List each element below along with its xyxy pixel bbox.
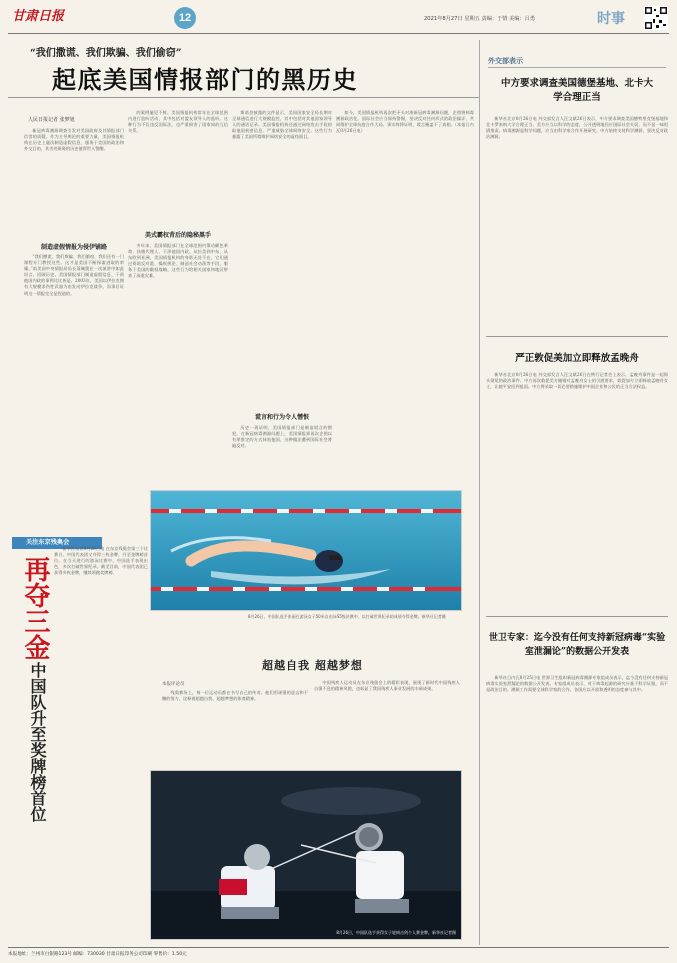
right-column-divider [479,40,480,945]
page-number-badge: 12 [174,7,196,29]
swimming-photo [150,490,462,611]
fencing-illustration [151,771,462,940]
masthead-rule [8,33,669,34]
top-story-col1b: “我们撒谎、我们欺骗、我们偷窃，我们还有一门课程专门教授这些。这才是美国不断探索进取的荣耀。”前美国中央情报局局长蓬佩奥在一次演讲中如此坦言。回顾历史，美国情报部门制造虚假信息、干预他国内政的事例比比皆是。2003年，美国以伊拉克拥有大规模杀伤性武器为由发动伊拉克战争，而事后证明这一情报完全是捏造的。 [24,254,124,296]
essay-title: 超越自我 超越梦想 [262,659,363,672]
story1-rule [486,336,668,337]
swimming-photo-caption: 8月26日，中国队选手张丽在游泳女子50米自由泳S5级决赛中，以打破世界纪录的成绩夺得金牌。新华社记者摄 [248,614,446,619]
top-story-headline: 起底美国情报部门的黑历史 [52,65,358,94]
top-story-col4: 如今，美国情报机构再次把矛头对准新冠病毒溯源问题，企图将病毒溯源政治化。国际社会应当保持警惕，坚决反对任何形式的政治操弄，共同维护全球抗疫合作大局。事实终将证明，谎言掩盖不了真相。（本报日内瓦8月26日电） [336,110,474,134]
story3-body: 新华社日内瓦8月25日电 世界卫生组织新冠病毒溯源专家组成员表示，迄今没有任何支持新冠病毒实验室泄漏论的数据公开发表。专家组成员表示，对于病毒起源的研究应基于科学证据，而不是政治目的。溯源工作需要全球科学家的合作，各国应以开放和透明的态度参与其中。 [486,675,668,693]
story2-body: 新华社北京8月26日电 外交部发言人汪文斌26日在例行记者会上表示，孟晚舟事件是一起彻头彻尾的政治事件。中方再次敦促美方撤销对孟晚舟女士的引渡要求，敦促加方立即释放孟晚舟女士，让她平安回到祖国。中方将采取一切必要措施维护中国企业和公民的正当合法权益。 [486,372,668,390]
sports-label: 关注东京残奥会 [12,537,102,549]
fencing-photo-caption: 8月26日，中国队选手获得女子轮椅击剑个人赛金牌。新华社记者摄 [336,930,456,935]
top-story-sub2: 美式霸权背后的隐秘黑手 [144,232,211,239]
right-label-rule [488,67,666,68]
story3-headline: 世卫专家：迄今没有任何支持新冠病毒“实验室泄漏论”的数据公开发表 [488,633,666,657]
story2-rule [486,616,668,617]
date-line: 2021年8月27日 星期五 责编：于情 美编：吕勇 [424,16,536,22]
swimmer-illustration [151,491,462,611]
essay-col1: 残奥赛场上，每一位运动员都在书写自己的传奇。他们用顽强的意志和不懈的努力，诠释着超越自我、超越梦想的体育精神。 [162,690,308,702]
essay-col2: 中国残疾人运动员在东京残奥会上的精彩表现，展现了新时代中国残疾人自强不息的精神风貌，也彰显了我国残疾人事业发展的丰硕成果。 [314,680,460,692]
sports-sub-headline: 中国队升至奖牌榜首位 [28,662,47,822]
essay-byline: 本报评论员 [162,682,185,687]
top-story-col2b: 多年来，美国情报部门在全球范围内策动颜色革命、扶植代理人、干涉他国内政。从拉美到中东，从东欧到亚洲，美国情报机构的身影无处不在。它们通过资助反对派、操纵舆论、制造社会动荡等手段，服务于美国的霸权战略。这些行为给相关国家和地区带来了深重灾难。 [128,243,228,279]
top-story-byline: 人民日报记者 张梦旭 [28,117,75,123]
top-story-col1a: 新冠病毒溯源调查引发对美国政府及其情报部门信誉的质疑。作为主导舆论的重要力量，美国情报机构在历史上屡次制造虚假信息，服务于美国的政治和外交目的，其劣迹斑斑的历史值得世人警醒。 [24,128,124,152]
top-story-col2a: 的案例屡见不鲜。美国情报机构常年在全球范围内进行监听活动，其中包括对盟友领导人的监听。这种行为不仅违反国际法，也严重损害了国家间的互信关系。 [128,110,228,134]
fencing-photo [150,770,462,940]
story1-headline: 中方要求调查美国德堡基地、北卡大学合理正当 [500,78,653,103]
section-title: 时事 [597,11,625,27]
qr-code [644,6,668,30]
footer-text: 本报地址：兰州市白银路123号 邮编：730030 甘肃日报印务公司印刷 零售价：1.50元 [8,952,187,957]
footer-rule [8,947,669,948]
top-story-sub3: 谎言和行为令人憎恨 [254,414,309,421]
top-story-col3a: 斯诺登披露的文件显示，美国国家安全局长期对全球通信进行大规模监控，其中包括对其他国家领导人的通话记录。美国情报机构还通过网络攻击手段窃取他国机密信息，严重威胁全球网络安全。这些行为暴露了美国所谓维护网络安全的虚伪面目。 [232,110,332,140]
top-story-kicker: “我们撒谎、我们欺骗、我们偷窃” [30,48,182,59]
sports-body: 新华社东京8月26日电 在东京残奥会第三个比赛日，中国代表团又夺得三枚金牌，升至金牌榜首位。在当天进行的游泳比赛中，中国选手表现出色，多次打破世界纪录。截至目前，中国代表团已获得多枚金牌，继续领跑奖牌榜。 [54,546,148,576]
headline-rule [8,97,479,98]
top-story-sub1: 制造虚假情报为侵伊铺路 [40,244,107,251]
top-story-col3b: 历史一再证明，美国情报部门是制造谎言的惯犯。在新冠病毒溯源问题上，美国情报界再次企图以有罪推定的方式抹黑他国，这种做法遭到国际社会普遍反对。 [232,425,332,449]
right-section-label: 外交部表示 [488,57,523,65]
story1-body: 新华社北京8月26日电 外交部发言人汪文斌26日表示，中方要求调查美国德特里克堡基地和北卡罗来纳大学合理正当。美方应当以科学的态度，公开透明地回应国际社会关切，而不是一味甩锅推责。病毒溯源是科学问题，应当由科学家合作开展研究。中方始终支持科学溯源，坚决反对政治溯源。 [486,116,668,140]
story2-headline: 严正敦促美加立即释放孟晚舟 [515,353,639,364]
sports-big-headline: 再夺三金 [20,556,50,660]
masthead-logo: 甘肃日报 [12,9,65,24]
